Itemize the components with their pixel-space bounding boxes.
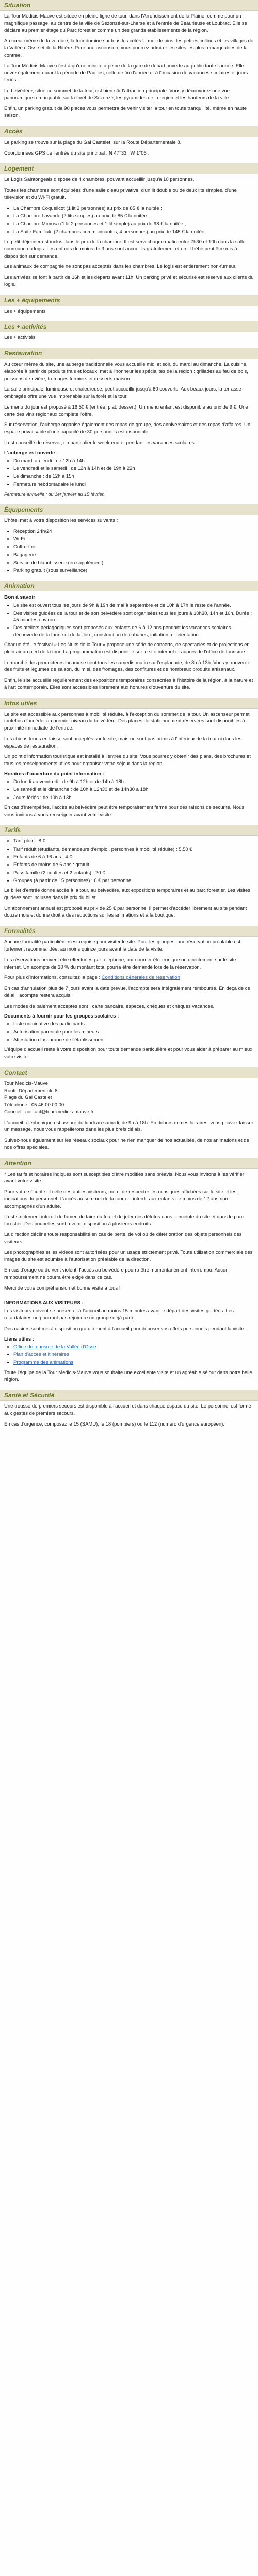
- conditions-link[interactable]: Conditions générales de réservation: [101, 975, 180, 981]
- opening-hours-list: [4, 457, 254, 488]
- section-title-tarifs: Tarifs: [0, 825, 258, 836]
- paragraph: La salle principale, lumineuse et chaleureuse, peut accueillir jusqu'à 60 couverts. Aux beaux jours, la terrasse ombragée offre une vue imprenable sur la forêt et la tour.: [4, 386, 241, 400]
- list-item: • Le samedi et le dimanche : de 10h à 12h30 et de 14h30 à 18h: [13, 786, 254, 793]
- section-equipements-plus: [0, 295, 258, 322]
- paragraph: Suivez-nous également sur les réseaux sociaux pour ne rien manquer de nos actualités, de nos animations et de nos offres spéciales.: [4, 1138, 249, 1150]
- list-item: [13, 1359, 254, 1366]
- paragraph: Il est conseillé de réserver, en particulier le week-end et pendant les vacances scolaires.: [4, 439, 196, 446]
- paragraph: En cas d'annulation plus de 7 jours avant la date prévue, l'acompte sera intégralement remboursé. En deçà de ce délai, l'acompte restera acquis.: [4, 986, 250, 998]
- paragraph: La Tour Médicis-Mauve est située en pleine ligne de tour, dans l'Arrondissement de la Plaine, comme pour un magnifique passage, au centre de la ville de Sézonzé-sur-Lherse et à l'entrée de Beaurieuse et Loubrac. Elle se déclare au premier étage du Parc forestier comme un des grands établissements de la région.: [4, 13, 247, 33]
- list-item: • Tarif réduit (étudiants, demandeurs d'emploi, personnes à mobilité réduite) : 5,50 €: [13, 846, 254, 853]
- paragraph: Des casiers sont mis à disposition gratuitement à l'accueil pour déposer vos effets personnels pendant la visite.: [4, 1326, 246, 1332]
- paragraph: Enfin, le site accueille régulièrement des expositions temporaires consacrées à l'histoire de la région, à la nature et à l'art contemporain. Elles sont accessibles librement aux horaires d'ouverture du site.: [4, 677, 253, 690]
- list-item: • Du mardi au jeudi : de 12h à 14h: [13, 457, 254, 464]
- list-item: • Autorisation parentale pour les mineurs: [13, 1029, 254, 1036]
- paragraph: Au cœur même du site, une auberge traditionnelle vous accueille midi et soir, du mardi au dimanche. La cuisine, élaborée à partir de produits frais et locaux, met à l'honneur les spécialités de la région : grillades au feu de bois, poissons de rivière, fromages fermiers et desserts maison.: [4, 362, 248, 382]
- links-list: [4, 1344, 254, 1366]
- section-infos-utiles: [0, 698, 258, 825]
- address-block: [4, 1080, 254, 1116]
- paragraph: Les arrivées se font à partir de 16h et les départs avant 11h. Un parking privé et sécurisé est réservé aux clients du logis.: [4, 275, 254, 287]
- paragraph: Pour votre sécurité et celle des autres visiteurs, merci de respecter les consignes affichées sur le site et les indications du personnel. L'accès au sommet de la tour est interdit aux enfants de moins de 12 ans non accompagnés d'un adulte.: [4, 1189, 237, 1209]
- paragraph: * Les tarifs et horaires indiqués sont susceptibles d'être modifiés sans préavis. Nous vous invitons à les vérifier avant votre visite.: [4, 1171, 244, 1184]
- list-item: • Wi-Fi: [13, 536, 254, 543]
- tourism-office-link[interactable]: Office de tourisme de la Vallée d'Osse: [13, 1344, 96, 1350]
- address-line: Tour Médicis-Mauve: [4, 1080, 48, 1087]
- section-activites-plus: [0, 321, 258, 348]
- section-sante: [0, 1390, 258, 1434]
- list-item: • Enfants de moins de 6 ans : gratuit: [13, 861, 254, 868]
- paragraph: Le petit déjeuner est inclus dans le prix de la chambre. Il est servi chaque matin entre 7h30 et 10h dans la salle commune du logis. Les enfants de moins de 3 ans sont accueillis gratuitement et un lit bébé peut être mis à disposition sur demande.: [4, 239, 246, 259]
- paragraph: Aucune formalité particulière n'est requise pour visiter le site. Pour les groupes, une réservation préalable est fortement recommandée, au moins quinze jours avant la date de la visite.: [4, 939, 241, 952]
- list-item: • Service de blanchisserie (en supplément): [13, 560, 254, 566]
- list-item: • Bagagerie: [13, 552, 254, 558]
- list-title: Horaires d'ouverture du point information :: [4, 771, 104, 777]
- paragraph: Les + activités: [4, 335, 36, 341]
- list-item: • Pass famille (2 adultes et 2 enfants) : 20 €: [13, 870, 254, 876]
- paragraph: Chaque été, le festival « Les Nuits de la Tour » propose une série de concerts, de spectacles et de projections en plein air au pied de la tour. La programmation est disponible sur le site internet et auprès de l'office de tourisme.: [4, 642, 250, 655]
- section-tarifs: [0, 825, 258, 926]
- section-attention: [0, 1158, 258, 1390]
- section-animation: [0, 581, 258, 698]
- paragraph: En cas d'intempéries, l'accès au belvédère peut être temporairement fermé pour des raisons de sécurité. Nous vous invitons à vous renseigner avant votre visite.: [4, 804, 245, 818]
- list-item: • La Chambre Coquelicot (1 lit 2 personnes) au prix de 85 € la nuitée ;: [13, 205, 254, 212]
- list-title: Documents à fournir pour les groupes scolaires :: [4, 1013, 119, 1020]
- link-intro: Pour plus d'informations, consultez la page :: [4, 975, 101, 981]
- info-title: INFORMATIONS AUX VISITEURS :: [4, 1300, 84, 1307]
- list-item: • Du lundi au vendredi : de 9h à 12h et de 14h à 18h: [13, 778, 254, 785]
- paragraph: Toute l'équipe de la Tour Médicis-Mauve vous souhaite une excellente visite et un agréable séjour dans notre belle région.: [4, 1369, 252, 1383]
- paragraph: Une trousse de premiers secours est disponible à l'accueil et dans chaque espace du site. Le personnel est formé aux gestes de premiers secours.: [4, 1403, 251, 1416]
- paragraph: Les + équipements: [4, 308, 46, 314]
- section-restauration: [0, 348, 258, 504]
- paragraph: Les photographies et les vidéos sont autorisées pour un usage strictement privé. Toute utilisation commerciale des images du site est soumise à l'autorisation préalable de la direction.: [4, 1249, 253, 1263]
- paragraph: Sur réservation, l'auberge organise également des repas de groupe, des anniversaires et des repas d'affaires. Un espace privatisable d'une capacité de 30 personnes est disponible.: [4, 422, 251, 435]
- note: Fermeture annuelle : du 1er janvier au 15 février.: [4, 491, 105, 497]
- documents-list: [4, 1021, 254, 1043]
- section-title-activites-plus: Les + activités: [0, 321, 258, 332]
- list-item: • Attestation d'assurance de l'établissement: [13, 1037, 254, 1043]
- paragraph: L'accueil téléphonique est assuré du lundi au samedi, de 9h à 18h. En dehors de ces horaires, vous pouvez laisser un message, nous vous rappellerons dans les plus brefs délais.: [4, 1120, 253, 1133]
- paragraph: Les modes de paiement acceptés sont : carte bancaire, espèces, chèques et chèques vacances.: [4, 1003, 215, 1009]
- list-item: • Enfants de 6 à 16 ans : 4 €: [13, 854, 254, 860]
- list-item: • Fermeture hebdomadaire le lundi: [13, 481, 254, 488]
- section-title-infos-utiles: Infos utiles: [0, 698, 258, 709]
- list-title: L'auberge est ouverte :: [4, 450, 58, 456]
- list-item: • Réception 24h/24: [13, 528, 254, 535]
- section-logement: [0, 163, 258, 295]
- events-link[interactable]: Programme des animations: [13, 1360, 74, 1366]
- links-title: Liens utiles :: [4, 1336, 35, 1342]
- list-item: • Liste nominative des participants: [13, 1021, 254, 1027]
- section-title-restauration: Restauration: [0, 348, 258, 359]
- list-item: • Tarif plein : 8 €: [13, 838, 254, 844]
- paragraph: Le billet d'entrée donne accès à la tour, au belvédère, aux expositions temporaires et au parc forestier. Les visites guidées sont incluses dans le prix du billet.: [4, 888, 251, 901]
- paragraph: Il est strictement interdit de fumer, de faire du feu et de jeter des détritus dans l'enceinte du site et dans le parc forestier. Des poubelles sont à votre disposition à plusieurs endroits.: [4, 1214, 244, 1227]
- list-item: • Coffre-fort: [13, 544, 254, 550]
- address-line: Route Départementale 8: [4, 1088, 58, 1094]
- section-acces: [0, 126, 258, 164]
- room-list: [4, 205, 254, 235]
- paragraph: Un point d'information touristique est installé à l'entrée du site. Vous pourrez y obtenir des plans, des brochures et tous les renseignements utiles pour organiser votre séjour dans la région.: [4, 754, 251, 767]
- email-line[interactable]: Courriel : contact@tour-medicis-mauve.fr: [4, 1109, 94, 1115]
- paragraph: Les réservations peuvent être effectuées par téléphone, par courrier électronique ou directement sur le site internet. Un acompte de 30 % du montant total pourra être demandé lors de la réservation.: [4, 957, 236, 970]
- paragraph: Merci de votre compréhension et bonne visite à tous !: [4, 1285, 121, 1291]
- paragraph: Le marché des producteurs locaux se tient tous les samedis matin sur l'esplanade, de 8h à 13h. Vous y trouverez des fruits et légumes de saison, du miel, des fromages, des confitures et de nombreux produits artisanaux.: [4, 659, 250, 673]
- section-situation: [0, 0, 258, 126]
- section-title-attention: Attention: [0, 1158, 258, 1169]
- list-item: • Parking gratuit (sous surveillance): [13, 567, 254, 574]
- address-line: Plage du Gai Castelet: [4, 1095, 52, 1101]
- paragraph: Le menu du jour est proposé à 16,50 € (entrée, plat, dessert). Un menu enfant est disponible au prix de 9 €. Une carte des vins régionaux complète l'offre.: [4, 404, 248, 417]
- section-title-situation: Situation: [0, 0, 258, 11]
- paragraph: Le belvédère, situé au sommet de la tour, est bien sûr l'attraction principale. Vous y découvrirez une vue panoramique remarquable sur la forêt de Sézonzé, les pyramides de la région et les hauteurs de la ville.: [4, 88, 230, 101]
- list-item: • Des visites guidées de la tour et de son belvédère sont organisées tous les jours à 10h30, 14h et 16h. Durée : 45 minutes environ.: [13, 610, 254, 624]
- price-list: [4, 838, 254, 884]
- paragraph: Coordonnées GPS de l'entrée du site principal : N 47°33', W 1°06'.: [4, 150, 149, 156]
- section-title-formalites: Formalités: [0, 926, 258, 937]
- equipment-list: [4, 528, 254, 574]
- section-title-acces: Accès: [0, 126, 258, 137]
- section-contact: [0, 1067, 258, 1158]
- paragraph: Le site est accessible aux personnes à mobilité réduite, à l'exception du sommet de la tour. Un ascenseur permet toutefois d'accéder au premier niveau du belvédère. Des places de stationnement réservées sont disponibles à proximité immédiate de l'entrée.: [4, 711, 250, 732]
- section-title-sante: Santé et Sécurité: [0, 1390, 258, 1401]
- list-item: • La Chambre Lavande (2 lits simples) au prix de 85 € la nuitée ;: [13, 213, 254, 219]
- paragraph: Les visiteurs doivent se présenter à l'accueil au moins 15 minutes avant le départ des visites guidées. Les retardataires ne pourront pas rejoindre un groupe déjà parti.: [4, 1308, 234, 1321]
- access-map-link[interactable]: Plan d'accès et itinéraires: [13, 1351, 69, 1358]
- paragraph: L'équipe d'accueil reste à votre disposition pour toute demande particulière et pour vous aider à préparer au mieux votre visite.: [4, 1047, 253, 1060]
- list-item: • La Suite Familiale (2 chambres communicantes, 4 personnes) au prix de 145 € la nuitée.: [13, 229, 254, 235]
- paragraph: Les animaux de compagnie ne sont pas acceptés dans les chambres. Le logis est entièrement non-fumeur.: [4, 264, 237, 270]
- list-item: • Le dimanche : de 12h à 15h: [13, 473, 254, 480]
- paragraph: Les chiens tenus en laisse sont acceptés sur le site, mais ne sont pas admis à l'intérieur de la tour ni dans les espaces de restauration.: [4, 736, 242, 749]
- section-title-logement: Logement: [0, 163, 258, 174]
- list-item: • Des ateliers pédagogiques sont proposés aux enfants de 6 à 12 ans pendant les vacances scolaires : découverte de la faune et de la flore, construction de cabanes, initiation à l'orientation.: [13, 624, 254, 638]
- link-paragraph: [4, 974, 254, 981]
- section-title-animation: Animation: [0, 581, 258, 591]
- list-item: • La Chambre Mimosa (1 lit 2 personnes et 1 lit simple) au prix de 98 € la nuitée ;: [13, 221, 254, 227]
- paragraph: La Tour Médicis-Mauve n'est à qu'une minute à peine de la gare de départ ouverte au public toute l'année. Elle ouvre également durant la période de Pâques, celle de fin d'année et à l'occasion de vacances scolaires et jours fériés.: [4, 63, 248, 83]
- paragraph: L'hôtel met à votre disposition les services suivants :: [4, 517, 118, 523]
- subsection-heading: Bon à savoir: [4, 594, 36, 600]
- paragraph: En cas d'urgence, composez le 15 (SAMU), le 18 (pompiers) ou le 112 (numéro d'urgence européen).: [4, 1421, 224, 1427]
- list-item: • Le site est ouvert tous les jours de 9h à 19h de mai à septembre et de 10h à 17h le reste de l'année.: [13, 602, 254, 609]
- paragraph: La direction décline toute responsabilité en cas de perte, de vol ou de détérioration des objets personnels des visiteurs.: [4, 1232, 242, 1245]
- section-title-equipements-plus: Les + équipements: [0, 295, 258, 306]
- paragraph: Toutes les chambres sont équipées d'une salle d'eau privative, d'un lit double ou de deux lits simples, d'une télévision et du Wi-Fi gratuit.: [4, 188, 237, 201]
- list-item: • Le vendredi et le samedi : de 12h à 14h et de 19h à 22h: [13, 465, 254, 472]
- paragraph: Le parking se trouve sur la plage du Gai Castelet, sur la Route Départementale 8.: [4, 139, 182, 145]
- paragraph: Au cœur même de la verdure, la tour domine sur tous les côtés la mer de pins, les petites collines et les villages de la Vallée d'Osse et de la Ritière. Pour une ascension, vous pourrez admirer les sites les plus remarquables de la contrée.: [4, 38, 254, 58]
- section-equipements: [0, 504, 258, 581]
- list-item: [13, 1344, 254, 1350]
- list-item: • Jours fériés : de 10h à 13h: [13, 794, 254, 801]
- list-item: [13, 1351, 254, 1358]
- section-formalites: [0, 926, 258, 1067]
- paragraph: Enfin, un parking gratuit de 90 places vous permettra de venir visiter la tour en toute tranquillité, même en haute saison.: [4, 106, 247, 119]
- paragraph: Un abonnement annuel est proposé au prix de 25 € par personne. Il permet d'accéder librement au site pendant douze mois et donne droit à des réductions sur les animations et à la boutique.: [4, 905, 247, 919]
- paragraph: En cas d'orage ou de vent violent, l'accès au belvédère pourra être momentanément interrompu. Aucun remboursement ne pourra être exigé dans ce cas.: [4, 1267, 229, 1280]
- paragraph: Le Logis Saintongeais dispose de 4 chambres, pouvant accueillir jusqu'à 10 personnes.: [4, 177, 195, 183]
- section-title-contact: Contact: [0, 1067, 258, 1078]
- list-item: • Groupes (à partir de 15 personnes) : 6 € par personne: [13, 877, 254, 884]
- section-title-equipements: Équipements: [0, 504, 258, 515]
- hours-list: [4, 778, 254, 801]
- phone-line: Téléphone : 05 46 00 00 00: [4, 1102, 64, 1108]
- info-list: [4, 602, 254, 638]
